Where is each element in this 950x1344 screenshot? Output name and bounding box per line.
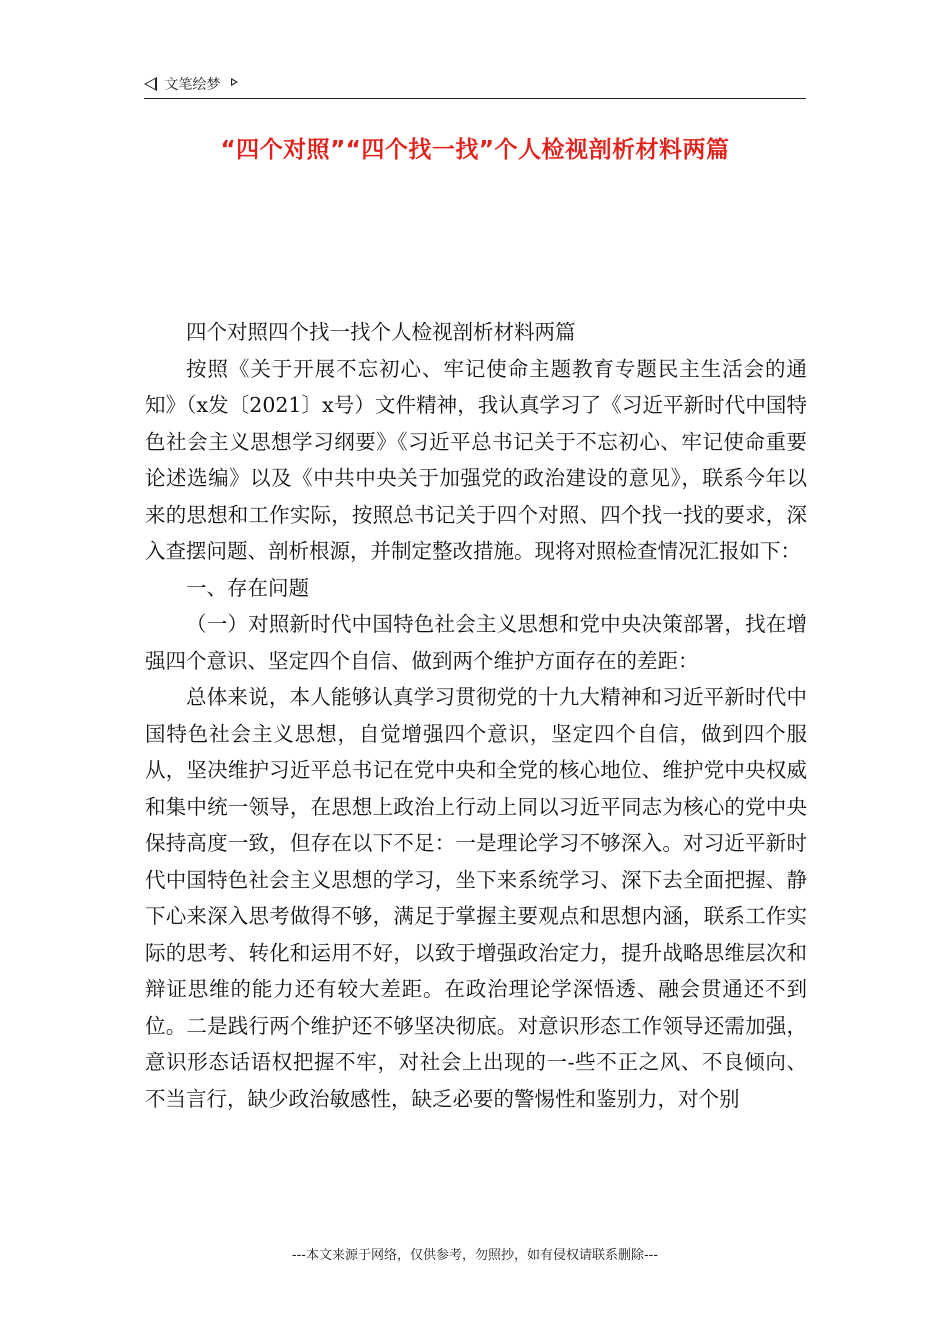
header-brand: 文笔绘梦 [164, 77, 221, 93]
paragraph-subtitle: 四个对照四个找一找个人检视剖析材料两篇 [186, 320, 576, 344]
triangle-left-outline-icon [144, 77, 157, 91]
document-body [145, 314, 807, 1117]
document-title: “四个对照”“四个找一找”个人检视剖析材料两篇 [220, 137, 730, 163]
paragraph-intro: 按照《关于开展不忘初心、牢记使命主题教育专题民主生活会的通知》（x发〔2021〕x号）文件精神，我认真学习了《习近平新时代中国特色社会主义思想学习纲要》《习近平总书记关于不忘初心、牢记使命重要论述选编》以及《中共中央关于加强党的政治建设的意见》，联系今年以来的思想和工作实际，按照总书记关于四个对照、四个找一找的要求，深入查摆问题、剖析根源，并制定整改措施。现将对照检查情况汇报如下： [145, 356, 807, 563]
section-heading: 一、存在问题 [186, 575, 309, 600]
paragraph-body: 总体来说，本人能够认真学习贯彻党的十九大精神和习近平新时代中国特色社会主义思想，自觉增强四个意识，坚定四个自信，做到四个服从，坚决维护习近平总书记在党中央和全党的核心地位、维护党中央权威和集中统一领导，在思想上政治上行动上同以习近平同志为核心的党中央保持高度一致，但存在以下不足：一是理论学习不够深入。对习近平新时代中国特色社会主义思想的学习，坐下来系统学习、深下去全面把握、静下心来深入思考做得不够，满足于掌握主要观点和思想内涵，联系工作实际的思考、转化和运用不好，以致于增强政治定力，提升战略思维层次和辩证思维的能力还有较大差距。在政治理论学深悟透、融会贯通还不到位。二是践行两个维护还不够坚决彻底。对意识形态工作领导还需加强，意识形态话语权把握不牢，对社会上出现的一-些不正之风、不良倾向、不当言行，缺少政治敏感性，缺乏必要的警惕性和鉴别力，对个别 [145, 685, 807, 1111]
footer-disclaimer: ---本文来源于网络，仅供参考，勿照抄，如有侵权请联系删除--- [291, 1248, 659, 1263]
triangle-right-outline-icon [231, 78, 238, 86]
page-header [144, 76, 806, 99]
subsection-heading: （一）对照新时代中国特色社会主义思想和党中央决策部署，找在增强四个意识、坚定四个自信、做到两个维护方面存在的差距： [145, 612, 807, 673]
